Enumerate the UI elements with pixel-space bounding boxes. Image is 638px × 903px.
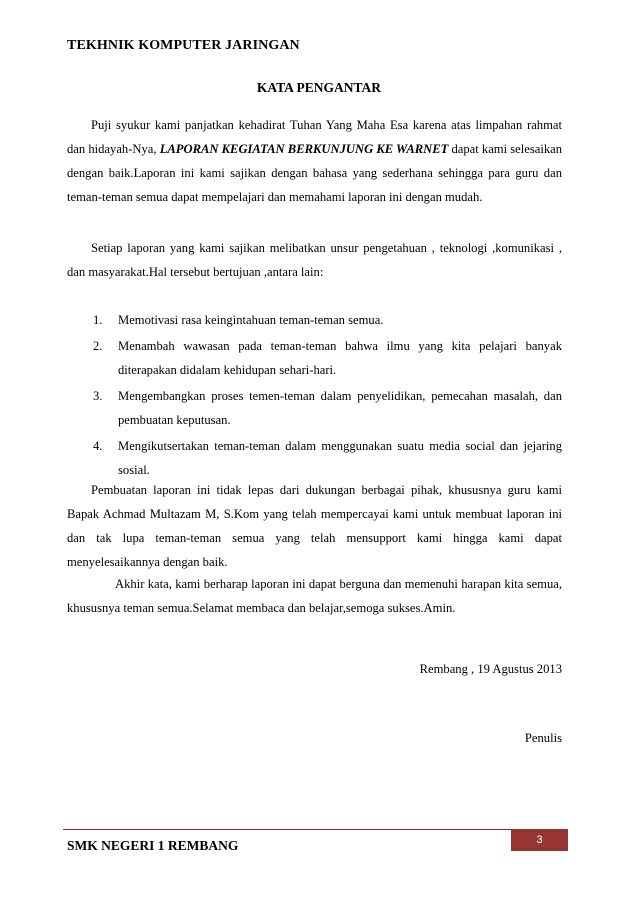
- paragraph-intro-before: Puji syukur kami panjatkan kehadirat Tuhan Yang Maha Esa karena atas limpahan rahmat dan hidayah-Nya,: [67, 118, 562, 156]
- list-item-text: Mengembangkan proses temen-teman dalam penyelidikan, pemecahan masalah, dan pembuatan keputusan.: [118, 389, 562, 427]
- signer-label: Penulis: [524, 731, 562, 745]
- running-header: TEKHNIK KOMPUTER JARINGAN: [67, 38, 300, 53]
- list-item: [67, 434, 562, 482]
- list-item: [67, 308, 562, 332]
- page-title: KATA PENGANTAR: [256, 80, 382, 95]
- page-number-badge: 3: [511, 829, 568, 851]
- footer-divider: [63, 829, 568, 830]
- list-item: [67, 334, 562, 382]
- report-title-emphasis: LAPORAN KEGIATAN BERKUNJUNG KE WARNET: [159, 142, 449, 156]
- list-item-number: 4.: [93, 439, 103, 453]
- list-item-number: 1.: [93, 313, 103, 327]
- objectives-list: [67, 308, 562, 484]
- paragraph-closing: Akhir kata, kami berharap laporan ini dapat berguna dan memenuhi harapan kita semua, khususnya teman semua.Selamat membaca dan belajar,semoga sukses.Amin.: [67, 577, 562, 615]
- list-item-number: 2.: [93, 339, 103, 353]
- paragraph-acknowledgement: Pembuatan laporan ini tidak lepas dari dukungan berbagai pihak, khususnya guru kami Bapak Achmad Multazam M, S.Kom yang telah mempercayai kami untuk membuat laporan ini dan tak lupa teman-teman semua yang telah mensupport kami hingga kami dapat menyelesaikannya dengan baik.: [67, 483, 562, 569]
- list-item-text: Mengikutsertakan teman-teman dalam menggunakan suatu media social dan jejaring sosial.: [118, 439, 562, 477]
- list-item-number: 3.: [93, 389, 103, 403]
- paragraph-purpose: Setiap laporan yang kami sajikan melibatkan unsur pengetahuan , teknologi ,komunikasi , dan masyarakat.Hal tersebut bertujuan ,antara lain:: [67, 241, 562, 279]
- place-date: Rembang , 19 Agustus 2013: [419, 662, 562, 676]
- list-item: [67, 384, 562, 432]
- list-item-text: Menambah wawasan pada teman-teman bahwa ilmu yang kita pelajari banyak diterapakan didalam kehidupan sehari-hari.: [118, 339, 562, 377]
- footer-school-name: SMK NEGERI 1 REMBANG: [67, 838, 239, 853]
- paragraph-intro-after: dapat kami selesaikan dengan baik.Laporan ini kami sajikan dengan bahasa yang sederhana sehingga para guru dan teman-teman semua dapat mempelajari dan memahami laporan ini dengan mudah.: [67, 142, 563, 204]
- list-item-text: Memotivasi rasa keingintahuan teman-teman semua.: [118, 313, 384, 327]
- paragraph-intro: [67, 113, 562, 209]
